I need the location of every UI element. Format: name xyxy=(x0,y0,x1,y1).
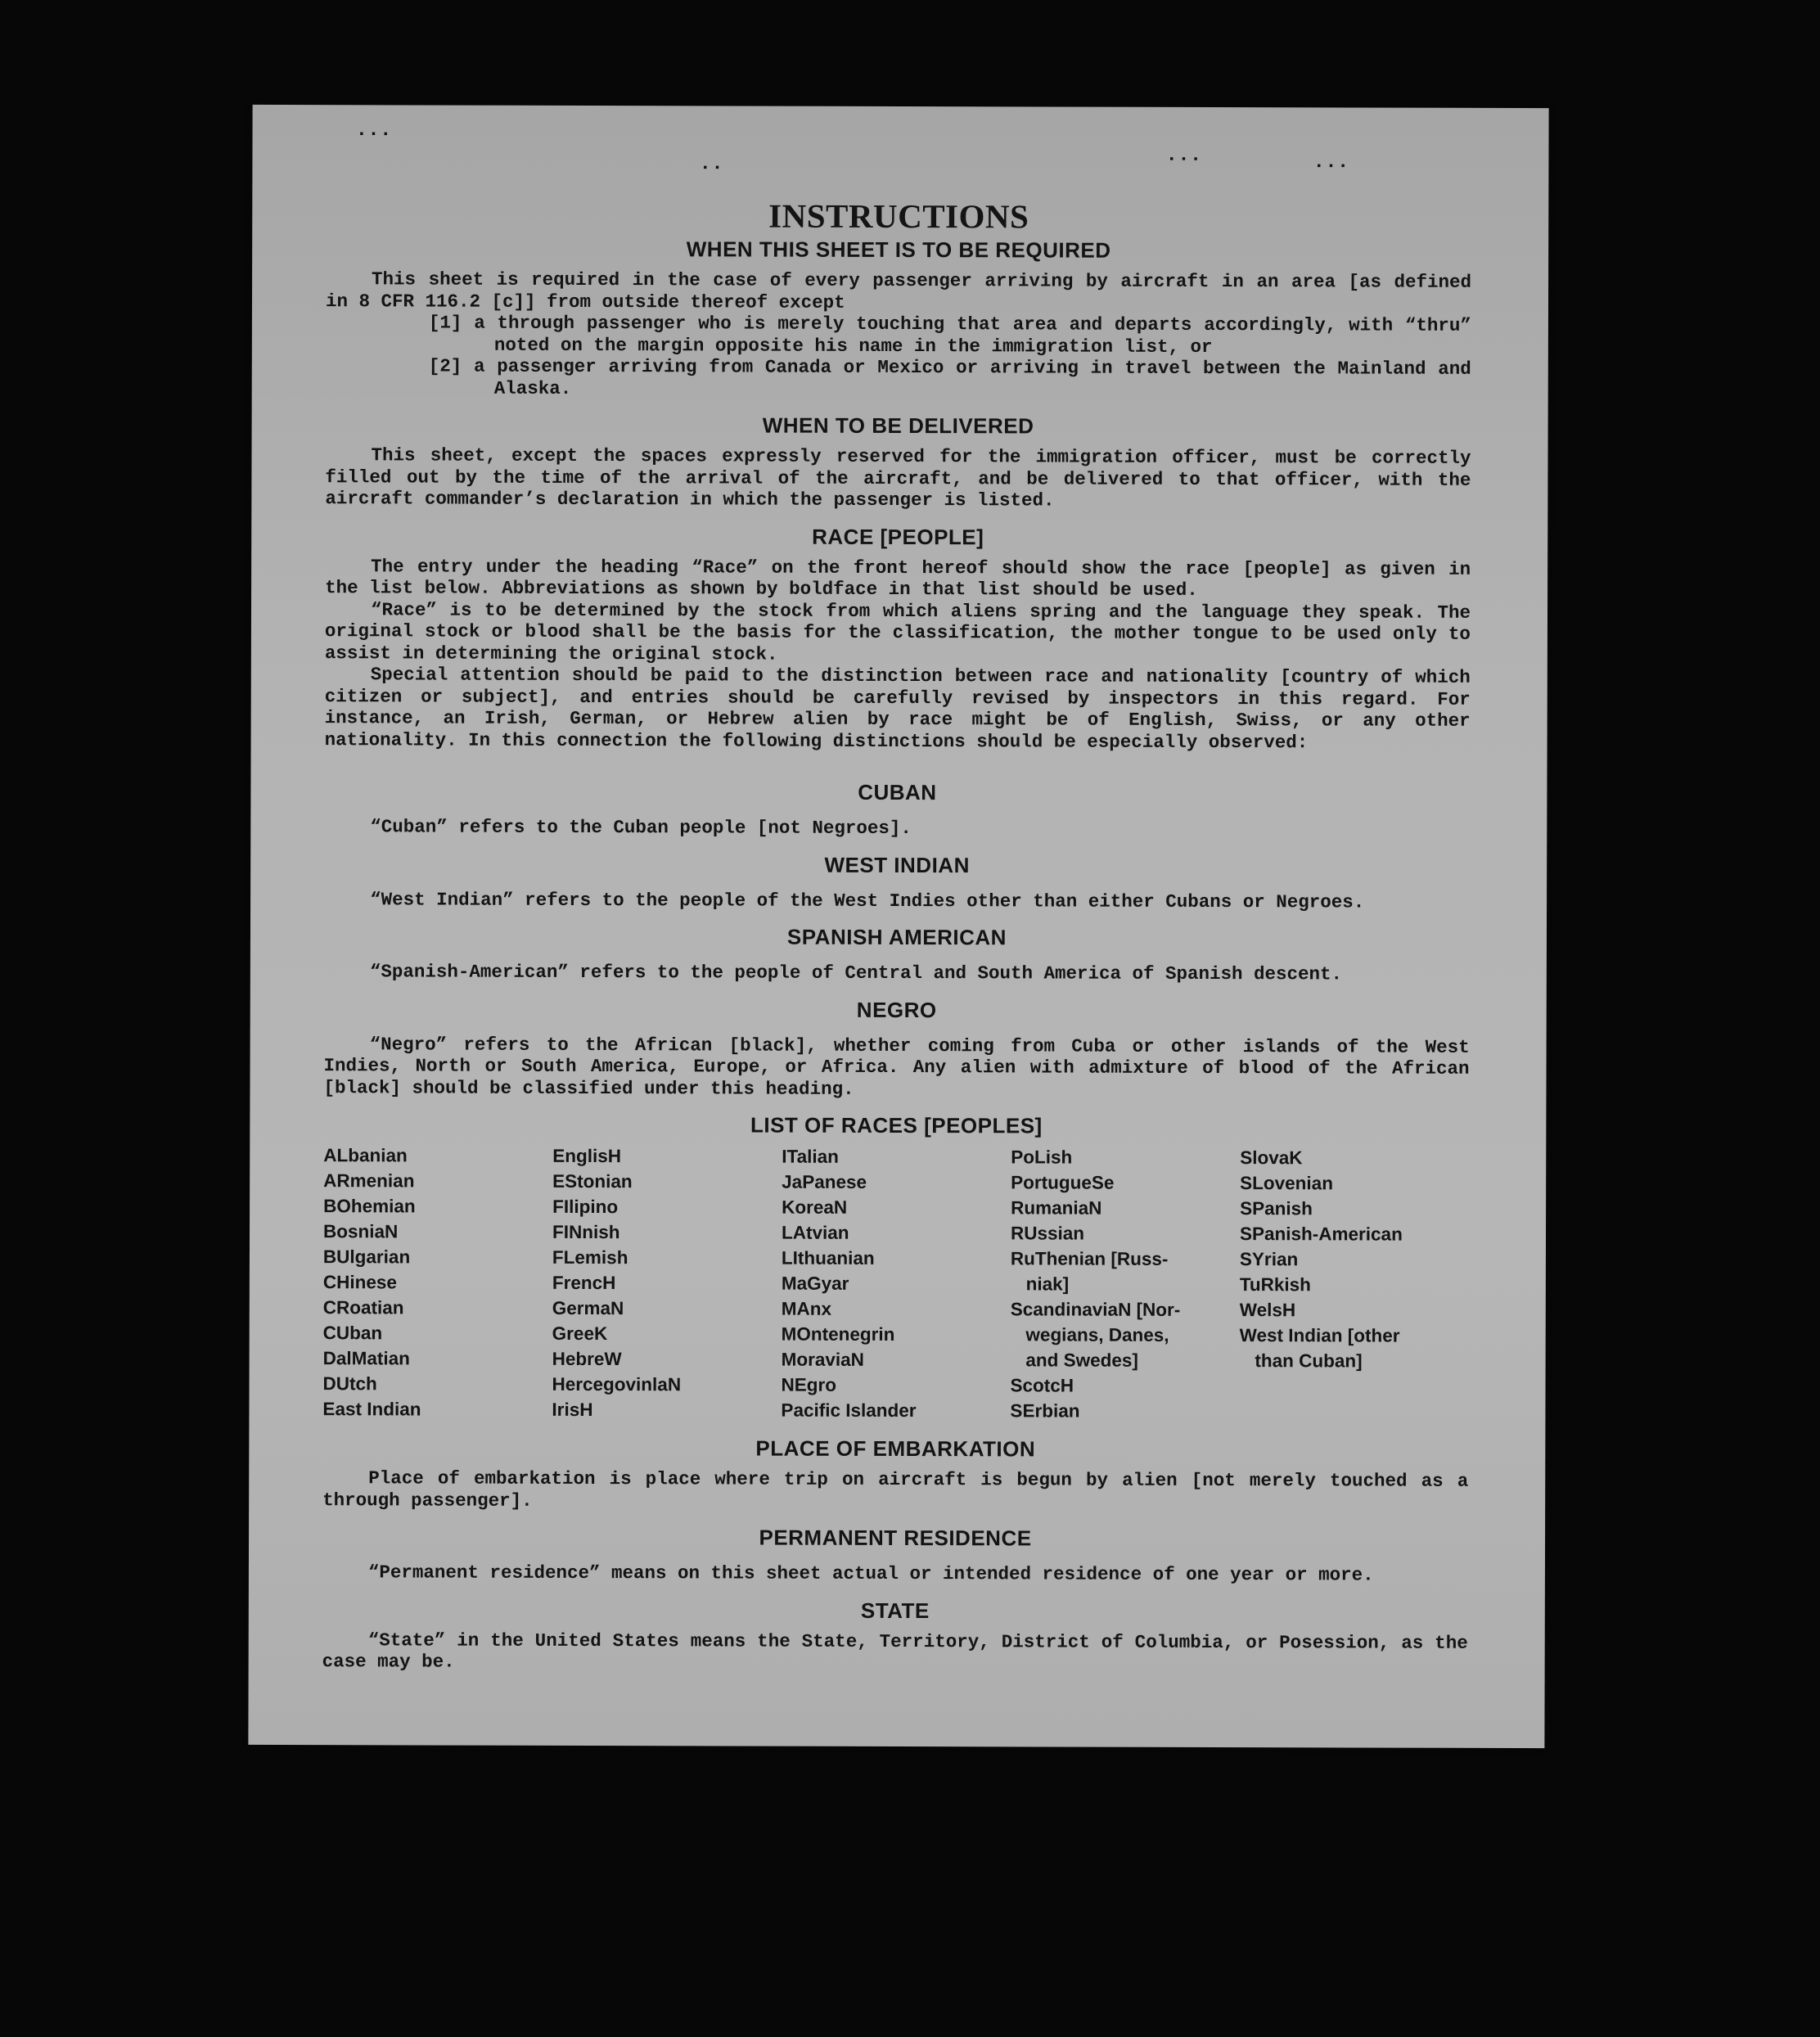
race-entry: SErbian xyxy=(1010,1400,1080,1422)
race-entry: MAnx xyxy=(781,1298,832,1319)
race-entry: and Swedes] xyxy=(1010,1350,1138,1371)
paragraph: This sheet is required in the case of every passenger arriving by aircraft in an area [as defined in 8 CFR 116.2 [c]] from outside thereof except xyxy=(325,268,1472,313)
race-entry: DalMatian xyxy=(322,1348,410,1369)
race-entry: LIthuanian xyxy=(781,1247,875,1269)
section-heading: RACE [PEOPLE] xyxy=(812,524,984,549)
race-entry: than Cuban] xyxy=(1239,1350,1363,1372)
exception-item: [1] a through passenger who is merely touching that area and departs accordingly, with “thru” noted on the margin opposite his name in the immigration list, or xyxy=(428,312,1471,358)
race-entry: HebreW xyxy=(552,1348,622,1370)
section-heading: PERMANENT RESIDENCE xyxy=(759,1525,1032,1551)
paragraph: “Race” is to be determined by the stock from which aliens spring and the language they speak. The original stock or blood shall be the basis for the classification, the mother tongue to be used only to assist in determining the original stock. xyxy=(324,598,1471,665)
race-entry: GermaN xyxy=(552,1297,624,1319)
exception-item: [2] a passenger arriving from Canada or Mexico or arriving in travel between the Mainland and Alaska. xyxy=(428,355,1471,399)
section-heading: WHEN THIS SHEET IS TO BE REQUIRED xyxy=(686,237,1111,263)
ink-marks: · · · xyxy=(358,123,390,146)
race-entry: MaGyar xyxy=(781,1273,849,1294)
races-heading: LIST OF RACES [PEOPLES] xyxy=(750,1112,1043,1138)
document-body xyxy=(322,195,1472,1675)
race-entry: niak] xyxy=(1010,1273,1070,1295)
ink-marks: · · xyxy=(702,156,722,179)
races-column xyxy=(552,1143,782,1423)
race-entry: FLemish xyxy=(552,1246,628,1269)
race-entry: SPanish xyxy=(1240,1198,1313,1219)
section-heading: SPANISH AMERICAN xyxy=(786,924,1007,950)
race-entry: CHinese xyxy=(322,1272,397,1293)
race-entry: PortugueSe xyxy=(1011,1172,1115,1193)
section-heading: PLACE OF EMBARKATION xyxy=(755,1435,1036,1462)
race-entry: PoLish xyxy=(1011,1147,1073,1168)
race-entry: SLovenian xyxy=(1240,1173,1333,1194)
race-entry: West Indian [other xyxy=(1239,1325,1400,1346)
page-title: INSTRUCTIONS xyxy=(768,196,1029,236)
paragraph: “West Indian” refers to the people of the West Indies other than either Cubans or Negroes. xyxy=(370,888,1365,913)
race-entry: HercegovinlaN xyxy=(552,1373,682,1395)
race-entry: MoraviaN xyxy=(781,1349,864,1370)
race-entry: wegians, Danes, xyxy=(1010,1324,1169,1345)
paragraph: The entry under the heading “Race” on the front hereof should show the race [people] as given in the list below. Abbreviations as shown by boldface in that list should be used. xyxy=(325,555,1471,601)
race-entry: ITalian xyxy=(782,1146,839,1167)
race-entry: FINnish xyxy=(552,1221,620,1243)
paragraph: Place of embarkation is place where trip on aircraft is begun by alien [not merely touched as a through passenger]. xyxy=(322,1467,1469,1512)
paragraph: This sheet, except the spaces expressly reserved for the immigration officer, must be correctly filled out by the time of the arrival of the aircraft, and be delivered to that officer, with the aircraft commander’s declaration in which the passenger is listed. xyxy=(325,444,1471,512)
race-entry: RumaniaN xyxy=(1011,1197,1102,1219)
race-entry: IrisH xyxy=(552,1399,593,1421)
race-entry: TuRkish xyxy=(1239,1274,1311,1296)
race-entry: JaPanese xyxy=(782,1171,867,1192)
race-entry: DUtch xyxy=(322,1373,377,1395)
race-entry: FIlipino xyxy=(552,1196,619,1218)
race-entry: MOntenegrin xyxy=(781,1323,895,1345)
race-entry: GreeK xyxy=(552,1323,608,1345)
paragraph: “Spanish-American” refers to the people of Central and South America of Spanish descent. xyxy=(369,961,1343,985)
race-entry: SlovaK xyxy=(1240,1147,1303,1169)
race-entry: RuThenian [Russ- xyxy=(1010,1248,1169,1269)
race-entry: CRoatian xyxy=(322,1297,404,1318)
race-entry: ALbanian xyxy=(323,1145,408,1166)
races-column xyxy=(781,1144,1011,1424)
race-entry: ScandinaviaN [Nor- xyxy=(1010,1299,1181,1320)
race-entry: FrencH xyxy=(552,1272,616,1294)
ink-marks: · · · xyxy=(1316,155,1347,178)
race-entry: LAtvian xyxy=(781,1222,849,1243)
race-entry: KoreaN xyxy=(782,1197,848,1218)
race-entry: EStonian xyxy=(552,1170,633,1192)
section-heading: CUBAN xyxy=(858,779,937,805)
race-entry: East Indian xyxy=(322,1399,421,1420)
race-entry: CUban xyxy=(322,1323,383,1344)
race-entry: BosniaN xyxy=(322,1221,399,1242)
section-heading: WHEN TO BE DELIVERED xyxy=(762,412,1034,439)
races-table xyxy=(322,1142,1469,1425)
race-entry: BUlgarian xyxy=(322,1246,411,1268)
race-entry: WelsH xyxy=(1239,1300,1296,1321)
document-page xyxy=(248,105,1548,1748)
ink-marks: · · · xyxy=(1169,147,1200,170)
race-entry: Pacific Islander xyxy=(781,1399,917,1422)
section-heading: STATE xyxy=(860,1598,930,1623)
paragraph: Special attention should be paid to the distinction between race and nationality [country of which citizen or subject], and entries should be carefully revised by inspectors in this regard. For instance, an Irish, German, or Hebrew alien by race might be of English, Swiss, or any other nationality. In this connection the following distinctions should be especially observed: xyxy=(324,664,1471,753)
race-entry: ScotcH xyxy=(1010,1375,1074,1396)
race-entry: SYrian xyxy=(1239,1249,1299,1270)
races-column xyxy=(1239,1145,1469,1425)
paragraph: “Cuban” refers to the Cuban people [not Negroes]. xyxy=(370,816,912,840)
section-heading: WEST INDIAN xyxy=(824,852,970,877)
section-heading: NEGRO xyxy=(856,997,937,1022)
races-column xyxy=(1010,1144,1240,1424)
race-entry: BOhemian xyxy=(323,1196,416,1217)
race-entry: ARmenian xyxy=(323,1170,415,1192)
races-column xyxy=(322,1142,552,1422)
paragraph: “Permanent residence” means on this sheet actual or intended residence of one year or more. xyxy=(367,1562,1374,1586)
paragraph: “State” in the United States means the State, Territory, District of Columbia, or Posession, as the case may be. xyxy=(322,1629,1468,1673)
race-entry: RUssian xyxy=(1010,1223,1085,1244)
race-entry: NEgro xyxy=(781,1374,837,1395)
race-entry: SPanish-American xyxy=(1239,1224,1403,1245)
race-entry: EnglisH xyxy=(552,1145,622,1167)
paragraph: “Negro” refers to the African [black], whether coming from Cuba or other islands of the West Indies, North or South America, Europe, or Africa. Any alien with admixture of blood of the African [black] should be classified under this heading. xyxy=(323,1033,1470,1100)
